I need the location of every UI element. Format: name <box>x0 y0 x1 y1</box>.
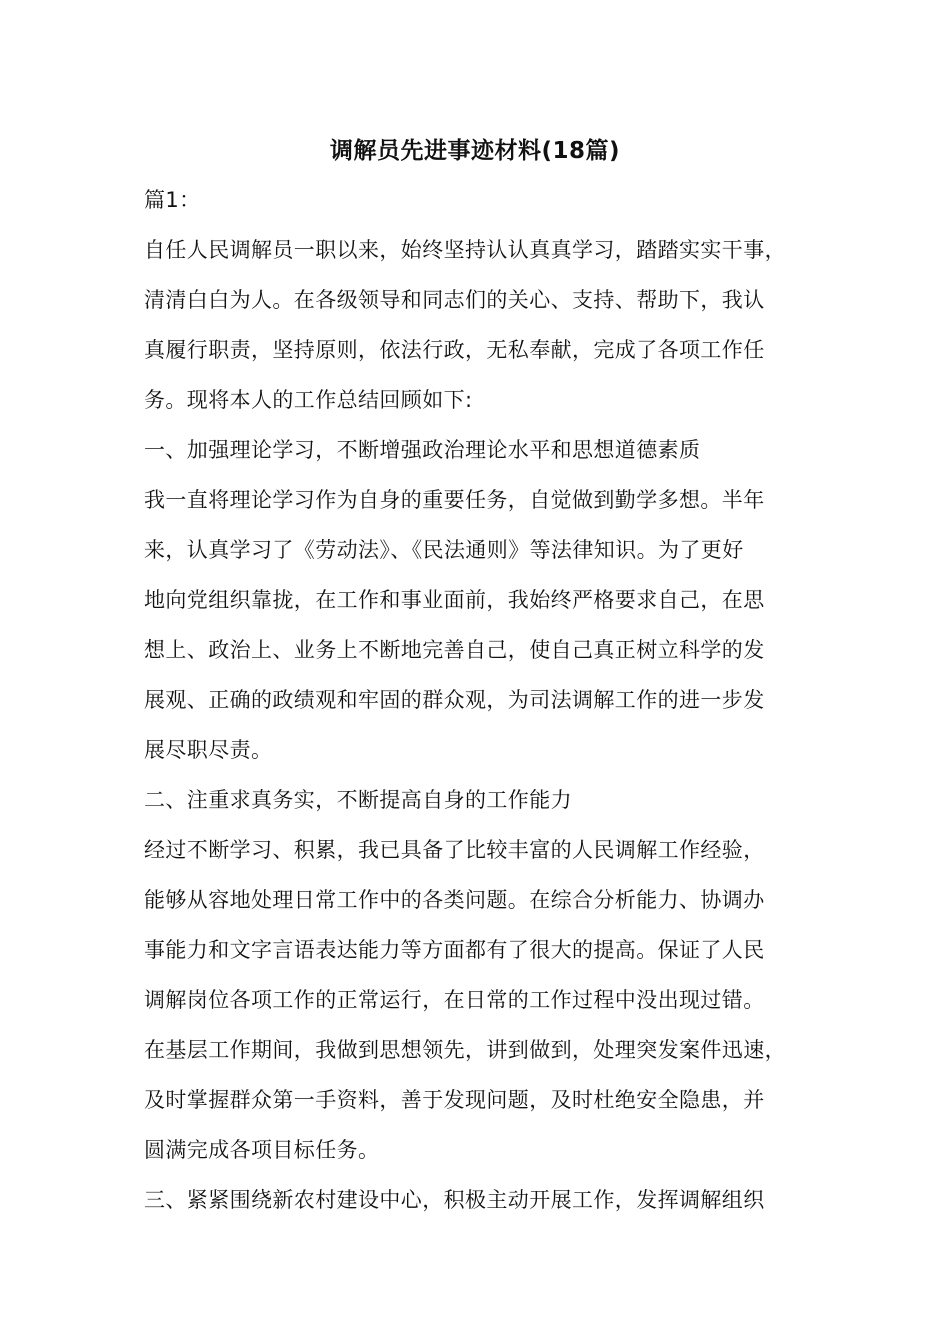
text-line: 展尽职尽责。 <box>144 738 273 762</box>
text-line: 调解岗位各项工作的正常运行，在日常的工作过程中没出现过错。 <box>144 988 765 1012</box>
text-line: 想上、政治上、业务上不断地完善自己，使自己真正树立科学的发 <box>144 638 765 662</box>
text-line: 我一直将理论学习作为自身的重要任务，自觉做到勤学多想。半年 <box>144 488 765 512</box>
section-heading-1: 一、加强理论学习，不断增强政治理论水平和思想道德素质 <box>144 438 701 462</box>
text-line: 地向党组织靠拢，在工作和事业面前，我始终严格要求自己，在思 <box>144 588 765 612</box>
text-line: 展观、正确的政绩观和牢固的群众观，为司法调解工作的进一步发 <box>144 688 765 712</box>
text-line: 事能力和文字言语表达能力等方面都有了很大的提高。保证了人民 <box>144 938 765 962</box>
text-line: 来，认真学习了《劳动法》、《民法通则》等法律知识。为了更好 <box>144 538 744 562</box>
text-line: 能够从容地处理日常工作中的各类问题。在综合分析能力、协调办 <box>144 888 765 912</box>
text-line: 清清白白为人。在各级领导和同志们的关心、支持、帮助下，我认 <box>144 288 765 312</box>
section-heading-2: 二、注重求真务实，不断提高自身的工作能力 <box>144 788 572 812</box>
text-line: 自任人民调解员一职以来，始终坚持认认真真学习，踏踏实实干事， <box>144 238 786 262</box>
text-line: 圆满完成各项目标任务。 <box>144 1138 380 1162</box>
text-line: 经过不断学习、积累，我已具备了比较丰富的人民调解工作经验， <box>144 838 765 862</box>
document-body <box>144 186 844 1236</box>
text-line: 真履行职责，坚持原则，依法行政，无私奉献，完成了各项工作任 <box>144 338 765 362</box>
text-line: 务。现将本人的工作总结回顾如下: <box>144 388 473 412</box>
text-line: 及时掌握群众第一手资料，善于发现问题，及时杜绝安全隐患，并 <box>144 1088 765 1112</box>
text-line: 在基层工作期间，我做到思想领先，讲到做到，处理突发案件迅速， <box>144 1038 786 1062</box>
text-line: 篇1： <box>144 188 201 212</box>
section-heading-3: 三、紧紧围绕新农村建设中心，积极主动开展工作，发挥调解组织 <box>144 1188 765 1212</box>
document-title: 调解员先进事迹材料(18篇) <box>329 138 621 164</box>
